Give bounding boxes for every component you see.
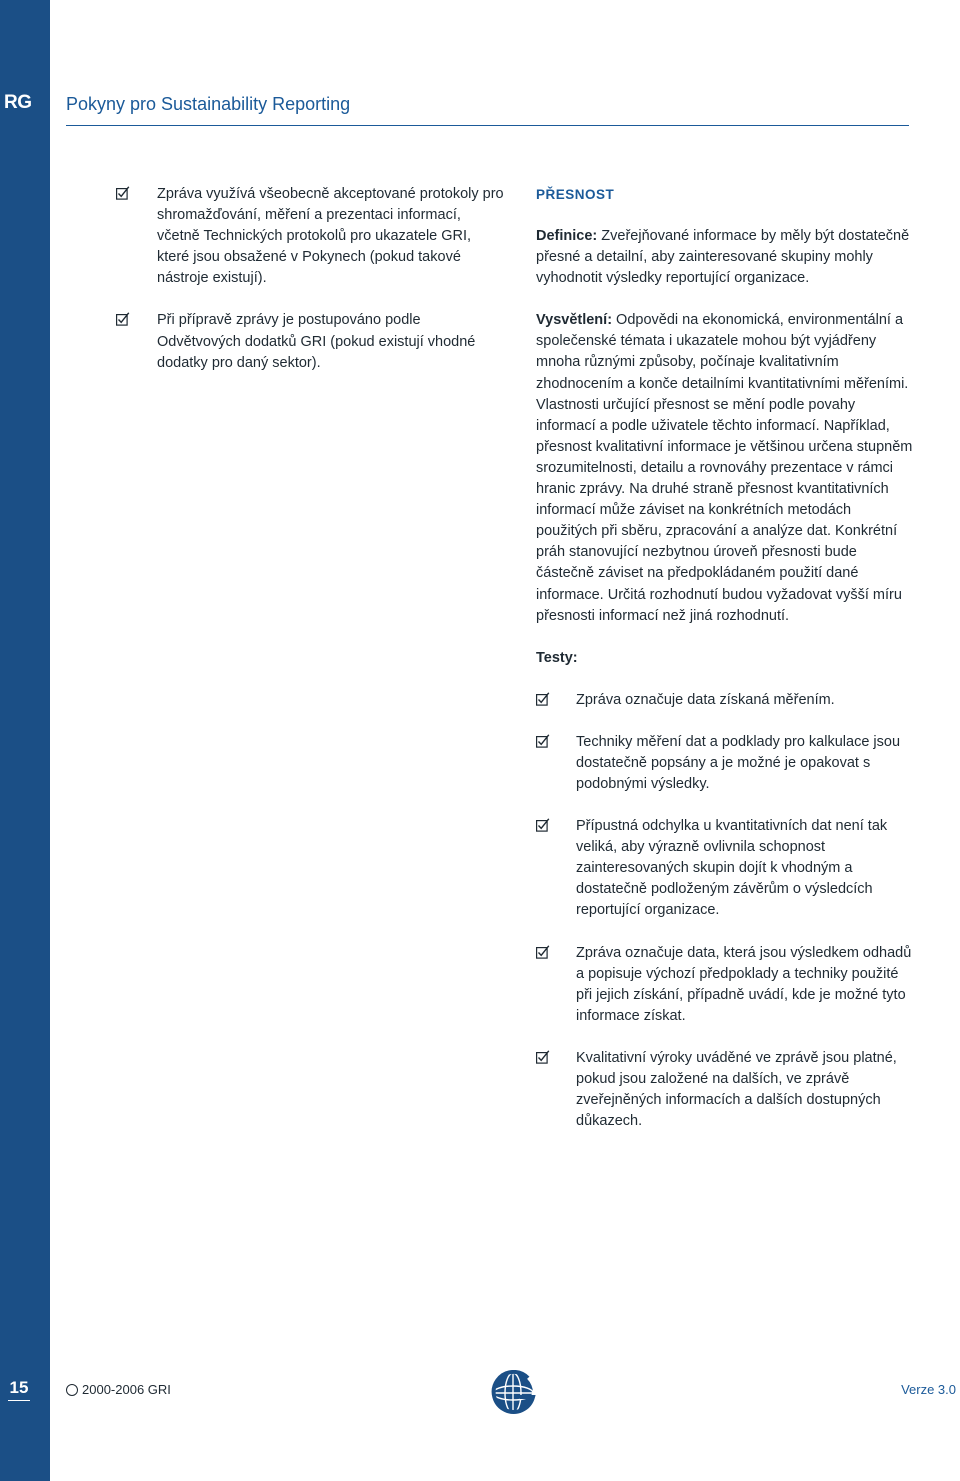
list-item [536,1048,916,1132]
header-divider [66,125,909,126]
checkbox-checked-icon [536,818,550,832]
footer-copyright [66,1382,171,1397]
section-code: RG [4,92,32,113]
page-number: 15 [8,1378,30,1401]
checkbox-checked-icon [536,945,550,959]
checkbox-checked-icon [536,692,550,706]
list-item-text: Zpráva označuje data získaná měřením. [576,691,835,708]
tests-list [536,690,916,1133]
page-title: Pokyny pro Sustainability Reporting [66,94,351,114]
list-item [116,310,506,373]
list-item-text: Zpráva využívá všeobecně akceptované protokoly pro shromažďování, měření a prezentaci informací, včetně Technických protokolů pro ukazatele GRI, které jsou obsažené v Pokynech (pokud takové nástroje existují). [157,186,504,287]
explanation-paragraph [536,310,916,626]
checkbox-checked-icon [536,1050,550,1064]
list-item [536,690,916,711]
list-item-text: Při přípravě zprávy je postupováno podle Odvětvových dodatků GRI (pokud existují vhodné dodatky pro daný sektor). [157,312,476,371]
checkbox-checked-icon [536,734,550,748]
sidebar [0,0,50,1481]
definition-text: Zveřejňované informace by měly být dostatečně přesné a detailní, aby zainteresované skupiny mohly vyhodnotit výsledky reportující organizace. [536,228,910,287]
checkbox-checked-icon [116,312,130,326]
right-column [536,184,916,1153]
copyright-icon [66,1384,78,1396]
left-column [116,184,506,395]
checkbox-checked-icon [116,186,130,200]
explanation-text: Odpovědi na ekonomická, environmentální a společenské témata i ukazatele mohou být vyjádřeny mnoha různými způsoby, počínaje kvalitativním zhodnocením a konče detailními kvantitativními měřeními. Vlastnosti určující přesnost se mění podle povahy informací a podle uživatele těchto informací. Například, přesnost kvalitativní informace je většinou určena stupněm srozumitelnosti, detailu a rovnováhy prezentace v rámci hranic zprávy. Na druhé straně přesnost kvantitativních informací může záviset na konkrétních metodách použitých při sběru, zpracování a analýze dat. Konkrétní práh stanovující nezbytnou úroveň přesnosti bude částečně záviset na předpokládaném použití dané informace. Určitá rozhodnutí budou vyžadovat vyšší míru přesnosti informací než jiná rozhodnutí. [536,312,913,624]
gri-globe-logo-icon [490,1370,536,1416]
footer-version: Verze 3.0 [901,1382,956,1397]
section-title: PŘESNOST [536,187,615,202]
definition-label: Definice: [536,228,598,244]
list-item [536,943,916,1027]
list-item-text: Techniky měření dat a podklady pro kalkulace jsou dostatečně popsány a je možné je opakovat s podobnými výsledky. [576,733,901,792]
explanation-label: Vysvětlení: [536,312,613,329]
definition-paragraph [536,226,916,289]
list-item [536,816,916,921]
tests-title: Testy: [536,649,578,666]
copyright-text: 2000-2006 GRI [82,1382,171,1397]
list-item [536,732,916,795]
list-item-text: Kvalitativní výroky uváděné ve zprávě jsou platné, pokud jsou založené na dalších, ve zprávě zveřejněných informacích a dalších dostupných důkazech. [576,1049,897,1130]
list-item [116,184,506,289]
list-item-text: Přípustná odchylka u kvantitativních dat není tak veliká, aby výrazně ovlivnila schopnost zainteresovaných skupin dojít k vhodným a dostatečně podloženým závěrům o výsledcích reportující organizace. [576,818,888,919]
list-item-text: Zpráva označuje data, která jsou výsledkem odhadů a popisuje výchozí předpoklady a techniky použité při jejich získání, případně uvádí, kde je možné tyto informace získat. [576,944,912,1024]
